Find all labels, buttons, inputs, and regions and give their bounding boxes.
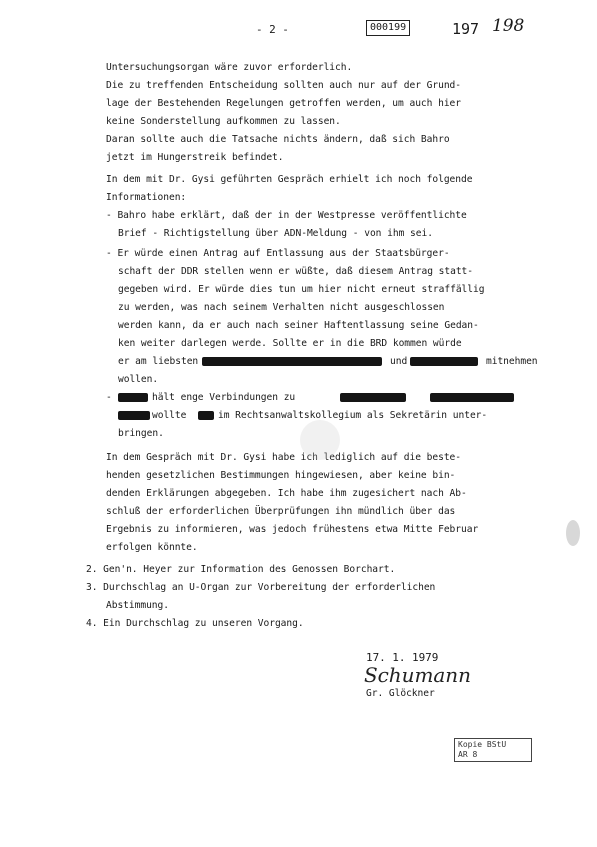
bullet-line: - bbox=[106, 392, 112, 403]
body-line: Informationen: bbox=[106, 192, 187, 203]
bullet-line: wollen. bbox=[118, 374, 159, 385]
redaction-bar bbox=[340, 393, 406, 402]
bullet-line: mitnehmen bbox=[486, 356, 538, 367]
folio-typed: 197 bbox=[452, 20, 479, 38]
numbered-item: 2. Gen'n. Heyer zur Information des Genossen Borchart. bbox=[86, 564, 396, 575]
archive-stamp-line2: AR 8 bbox=[458, 750, 478, 759]
scan-speck bbox=[300, 420, 340, 460]
body-line: In dem mit Dr. Gysi geführten Gespräch erhielt ich noch folgende bbox=[106, 174, 473, 185]
bullet-line: - Er würde einen Antrag auf Entlassung aus der Staatsbürger- bbox=[106, 248, 450, 259]
archive-stamp bbox=[454, 738, 532, 762]
body-line: erfolgen könnte. bbox=[106, 542, 198, 553]
bullet-line: wollte bbox=[152, 410, 187, 421]
numbered-item: 3. Durchschlag an U-Organ zur Vorbereitung der erforderlichen bbox=[86, 582, 436, 593]
bullet-line: Brief - Richtigstellung über ADN-Meldung - von ihm sei. bbox=[118, 228, 433, 239]
body-line: jetzt im Hungerstreik befindet. bbox=[106, 152, 284, 163]
bullet-line: im Rechtsanwaltskollegium als Sekretärin unter- bbox=[218, 410, 488, 421]
bullet-line: und bbox=[390, 356, 408, 367]
archive-number-stamp: 000199 bbox=[366, 20, 410, 36]
body-line: denden Erklärungen abgegeben. Ich habe ihm zugesichert nach Ab- bbox=[106, 488, 467, 499]
folio-handwritten: 198 bbox=[492, 16, 525, 36]
bullet-line: gegeben wird. Er würde dies tun um hier nicht erneut straffällig bbox=[118, 284, 485, 295]
signature-handwritten: Schumann bbox=[364, 663, 471, 687]
redaction-bar bbox=[410, 357, 478, 366]
archive-stamp-line1: Kopie BStU bbox=[458, 740, 507, 749]
body-line: henden gesetzlichen Bestimmungen hingewiesen, aber keine bin- bbox=[106, 470, 456, 481]
bullet-line: ken weiter darlegen werde. Sollte er in die BRD kommen würde bbox=[118, 338, 462, 349]
bullet-line: er am liebsten bbox=[118, 356, 199, 367]
redaction-bar bbox=[118, 393, 148, 402]
bullet-line: hält enge Verbindungen zu bbox=[152, 392, 296, 403]
numbered-item: 4. Ein Durchschlag zu unseren Vorgang. bbox=[86, 618, 304, 629]
body-line: In dem Gespräch mit Dr. Gysi habe ich lediglich auf die beste- bbox=[106, 452, 462, 463]
body-line: lage der Bestehenden Regelungen getroffen werden, um auch hier bbox=[106, 98, 462, 109]
numbered-item: Abstimmung. bbox=[106, 600, 169, 611]
redaction-bar bbox=[202, 357, 382, 366]
body-line: Die zu treffenden Entscheidung sollten auch nur auf der Grund- bbox=[106, 80, 462, 91]
bullet-line: schaft der DDR stellen wenn er wüßte, daß diesem Antrag statt- bbox=[118, 266, 474, 277]
page-number: - 2 - bbox=[256, 23, 289, 36]
body-line: keine Sonderstellung aufkommen zu lassen. bbox=[106, 116, 341, 127]
bullet-line: bringen. bbox=[118, 428, 164, 439]
signature-date: 17. 1. 1979 bbox=[366, 651, 439, 664]
signature-typed: Gr. Glöckner bbox=[366, 688, 435, 699]
body-line: Daran sollte auch die Tatsache nichts ändern, daß sich Bahro bbox=[106, 134, 450, 145]
body-line: Untersuchungsorgan wäre zuvor erforderlich. bbox=[106, 62, 353, 73]
scan-speck bbox=[566, 520, 580, 546]
redaction-bar bbox=[198, 411, 214, 420]
redaction-bar bbox=[430, 393, 514, 402]
body-line: schluß der erforderlichen Überprüfungen ihn mündlich über das bbox=[106, 506, 456, 517]
bullet-line: werden kann, da er auch nach seiner Haftentlassung seine Gedan- bbox=[118, 320, 479, 331]
bullet-line: - Bahro habe erklärt, daß der in der Westpresse veröffentlichte bbox=[106, 210, 467, 221]
bullet-line: zu werden, was nach seinem Verhalten nicht ausgeschlossen bbox=[118, 302, 445, 313]
body-line: Ergebnis zu informieren, was jedoch frühestens etwa Mitte Februar bbox=[106, 524, 479, 535]
redaction-bar bbox=[118, 411, 150, 420]
